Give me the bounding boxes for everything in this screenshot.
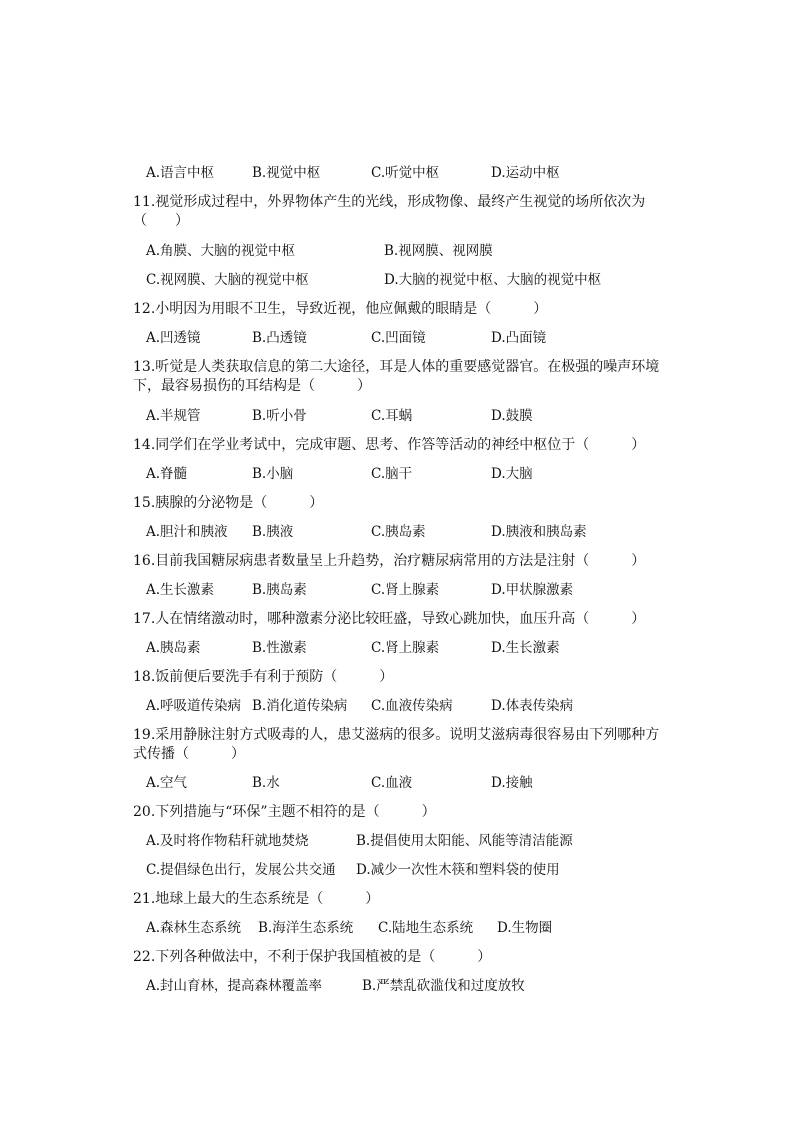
question-line bbox=[0, 209, 794, 233]
question-text: 21.地球上最大的生态系统是（ ） bbox=[133, 891, 380, 907]
options-row bbox=[0, 520, 794, 544]
options-row bbox=[0, 829, 794, 853]
question-text: 11.视觉形成过程中，外界物体产生的光线，形成物像、最终产生视觉的场所依次为 bbox=[133, 194, 646, 210]
answer-option: A.角膜、大脑的视觉中枢 bbox=[146, 243, 296, 259]
answer-option: B.水 bbox=[252, 775, 280, 791]
answer-option: B.视网膜、视网膜 bbox=[384, 243, 493, 259]
options-row bbox=[0, 239, 794, 263]
answer-option: C.提倡绿色出行，发展公共交通 bbox=[146, 862, 336, 878]
options-row bbox=[0, 462, 794, 486]
answer-option: D.凸面镜 bbox=[491, 330, 547, 346]
options-row bbox=[0, 268, 794, 292]
answer-option: C.凹面镜 bbox=[371, 330, 426, 346]
options-row bbox=[0, 578, 794, 602]
answer-option: C.血液 bbox=[371, 775, 413, 791]
answer-option: A.生长激素 bbox=[146, 582, 215, 598]
question-line bbox=[0, 742, 794, 766]
question-text: 式传播（ ） bbox=[133, 746, 245, 762]
question-text: 14.同学们在学业考试中，完成审题、思考、作答等活动的神经中枢位于（ ） bbox=[133, 437, 646, 453]
answer-option: C.视网膜、大脑的视觉中枢 bbox=[146, 272, 309, 288]
options-row bbox=[0, 916, 794, 940]
answer-option: D.大脑的视觉中枢、大脑的视觉中枢 bbox=[384, 272, 602, 288]
answer-option: B.小脑 bbox=[252, 466, 294, 482]
answer-option: D.甲状腺激素 bbox=[491, 582, 574, 598]
question-text: 20.下列措施与“环保”主题不相符的是（ ） bbox=[133, 804, 436, 820]
answer-option: D.接触 bbox=[491, 775, 533, 791]
answer-option: C.肾上腺素 bbox=[371, 582, 440, 598]
answer-option: D.运动中枢 bbox=[491, 165, 560, 181]
answer-option: A.语言中枢 bbox=[146, 165, 215, 181]
question-line bbox=[0, 665, 794, 689]
question-text: （ ） bbox=[133, 213, 189, 229]
options-row bbox=[0, 974, 794, 998]
question-text: 13.听觉是人类获取信息的第二大途径，耳是人体的重要感觉器官。在极强的噪声环境 bbox=[133, 359, 660, 375]
answer-option: A.半规管 bbox=[146, 408, 201, 424]
question-line bbox=[0, 800, 794, 824]
answer-option: A.胆汁和胰液 bbox=[146, 524, 228, 540]
question-line bbox=[0, 607, 794, 631]
answer-option: B.胰液 bbox=[252, 524, 294, 540]
answer-option: C.脑干 bbox=[371, 466, 413, 482]
options-row bbox=[0, 858, 794, 882]
question-text: 15.胰腺的分泌物是（ ） bbox=[133, 495, 324, 511]
answer-option: C.听觉中枢 bbox=[371, 165, 440, 181]
question-line bbox=[0, 491, 794, 515]
answer-option: A.空气 bbox=[146, 775, 188, 791]
answer-option: D.体表传染病 bbox=[491, 698, 574, 714]
answer-option: A.及时将作物秸秆就地焚烧 bbox=[146, 833, 309, 849]
answer-option: A.脊髓 bbox=[146, 466, 188, 482]
answer-option: C.血液传染病 bbox=[371, 698, 453, 714]
question-text: 17.人在情绪激动时，哪种激素分泌比较旺盛，导致心跳加快，血压升高（ ） bbox=[133, 611, 646, 627]
answer-option: A.凹透镜 bbox=[146, 330, 201, 346]
answer-option: B.严禁乱砍滥伐和过度放牧 bbox=[362, 978, 525, 994]
options-row bbox=[0, 161, 794, 185]
options-row bbox=[0, 694, 794, 718]
question-line bbox=[0, 374, 794, 398]
question-text: 16.目前我国糖尿病患者数量呈上升趋势，治疗糖尿病常用的方法是注射（ ） bbox=[133, 553, 646, 569]
answer-option: A.呼吸道传染病 bbox=[146, 698, 242, 714]
answer-option: C.肾上腺素 bbox=[371, 640, 440, 656]
answer-option: D.鼓膜 bbox=[491, 408, 533, 424]
question-line bbox=[0, 887, 794, 911]
answer-option: D.胰液和胰岛素 bbox=[491, 524, 587, 540]
answer-option: B.胰岛素 bbox=[252, 582, 307, 598]
question-line bbox=[0, 945, 794, 969]
question-text: 18.饭前便后要洗手有利于预防（ ） bbox=[133, 669, 394, 685]
options-row bbox=[0, 326, 794, 350]
answer-option: D.大脑 bbox=[491, 466, 533, 482]
answer-option: A.森林生态系统 bbox=[146, 920, 242, 936]
answer-option: C.耳蜗 bbox=[371, 408, 413, 424]
answer-option: C.胰岛素 bbox=[371, 524, 426, 540]
answer-option: B.视觉中枢 bbox=[252, 165, 321, 181]
answer-option: D.生物圈 bbox=[497, 920, 553, 936]
answer-option: B.海洋生态系统 bbox=[258, 920, 354, 936]
answer-option: D.减少一次性木筷和塑料袋的使用 bbox=[356, 862, 560, 878]
answer-option: A.胰岛素 bbox=[146, 640, 201, 656]
question-text: 下，最容易损伤的耳结构是（ ） bbox=[133, 378, 371, 394]
question-line bbox=[0, 549, 794, 573]
question-line bbox=[0, 433, 794, 457]
answer-option: B.凸透镜 bbox=[252, 330, 307, 346]
question-text: 22.下列各种做法中，不利于保护我国植被的是（ ） bbox=[133, 949, 492, 965]
question-text: 12.小明因为用眼不卫生，导致近视，他应佩戴的眼睛是（ ） bbox=[133, 301, 548, 317]
answer-option: B.提倡使用太阳能、风能等清洁能源 bbox=[356, 833, 573, 849]
question-line bbox=[0, 297, 794, 321]
answer-option: B.性激素 bbox=[252, 640, 307, 656]
answer-option: D.生长激素 bbox=[491, 640, 560, 656]
options-row bbox=[0, 404, 794, 428]
options-row bbox=[0, 636, 794, 660]
answer-option: C.陆地生态系统 bbox=[378, 920, 474, 936]
options-row bbox=[0, 771, 794, 795]
question-text: 19.采用静脉注射方式吸毒的人，患艾滋病的很多。说明艾滋病毒很容易由下列哪种方 bbox=[133, 727, 660, 743]
answer-option: B.听小骨 bbox=[252, 408, 307, 424]
answer-option: A.封山育林，提高森林覆盖率 bbox=[146, 978, 323, 994]
answer-option: B.消化道传染病 bbox=[252, 698, 348, 714]
